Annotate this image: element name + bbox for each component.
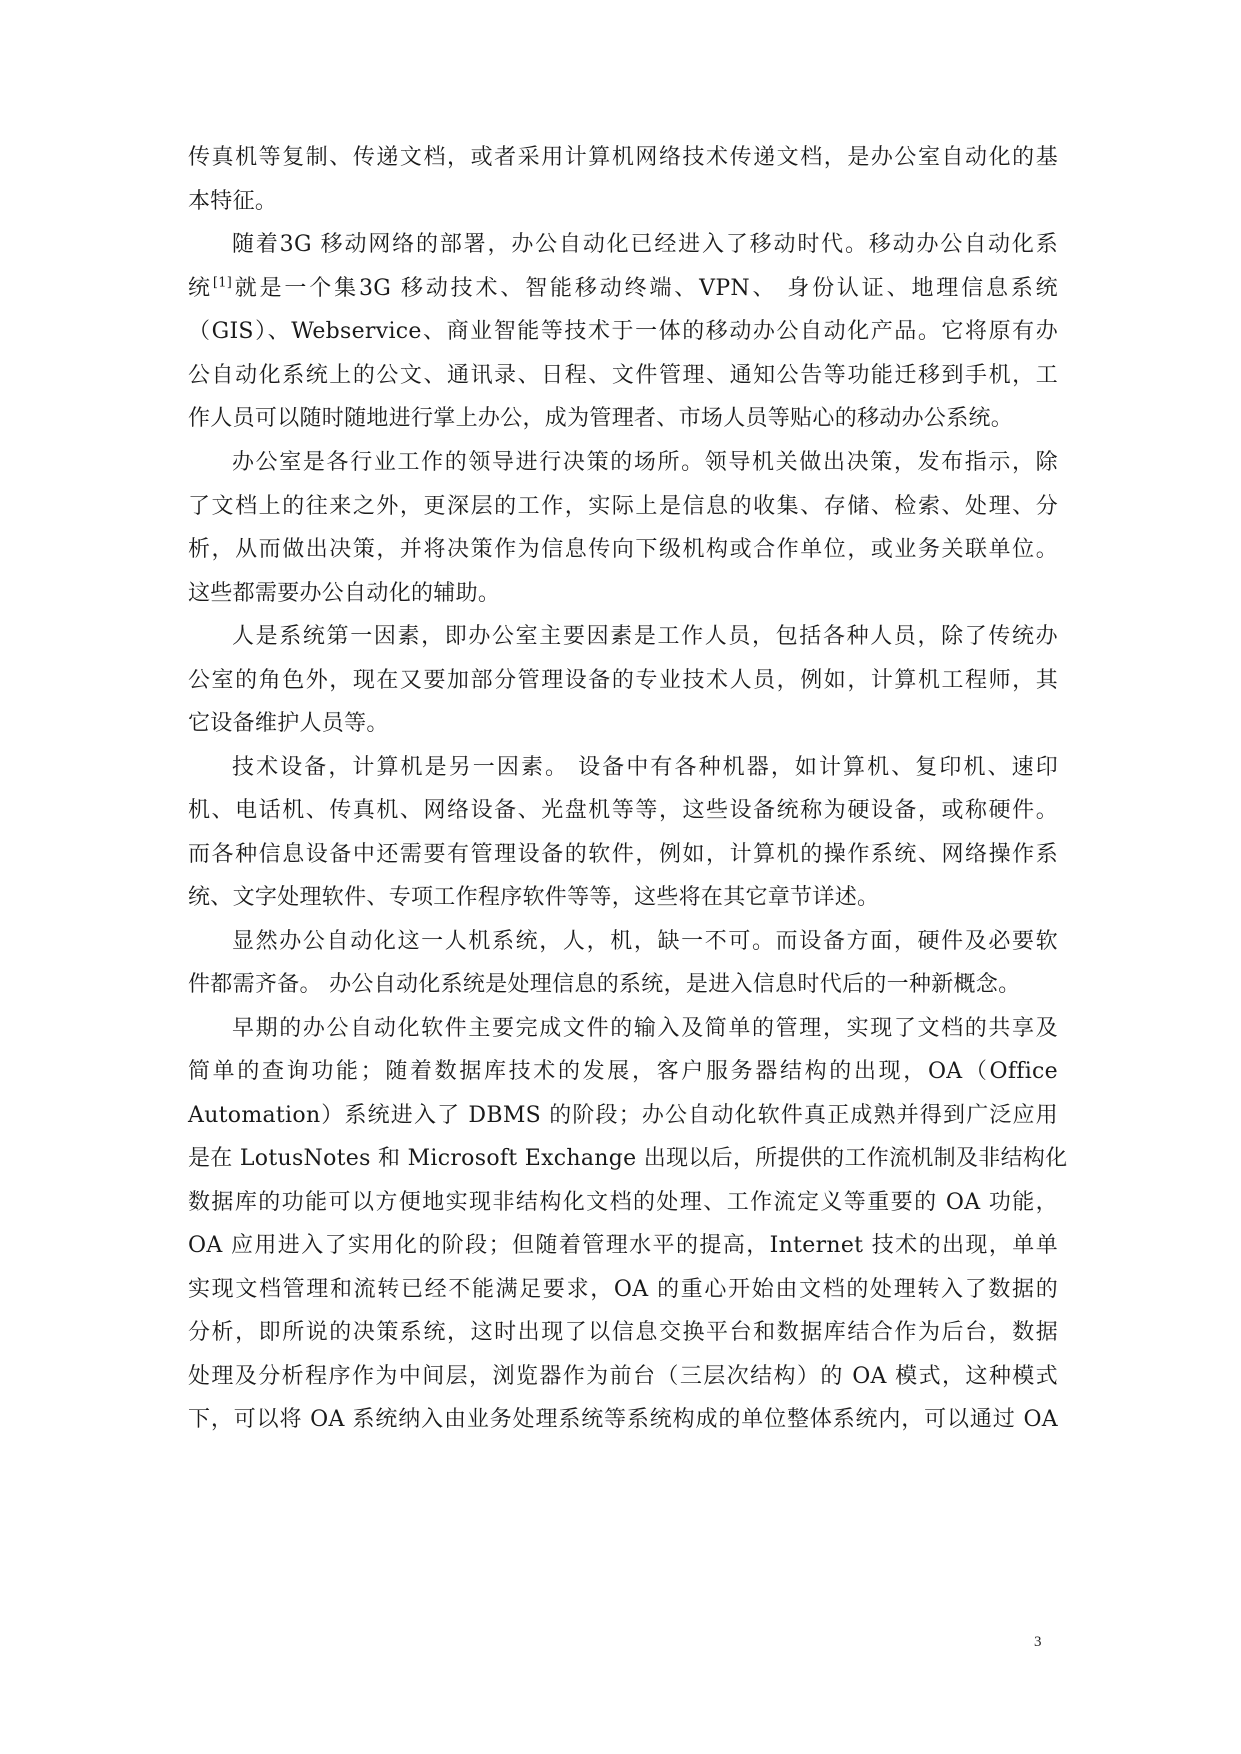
text-line: 实现文档管理和流转已经不能满足要求，OA 的重心开始由文档的处理转入了数据的 (188, 1277, 1058, 1302)
text-line: 是在 LotusNotes 和 Microsoft Exchange 出现以后，所提供的工作流机制及非结构化 (188, 1146, 1068, 1171)
text-line: （GIS）、Webservice、商业智能等技术于一体的移动办公自动化产品。它将原有办 (188, 319, 1058, 344)
text-line: 公自动化系统上的公文、通讯录、日程、文件管理、通知公告等功能迁移到手机，工 (188, 363, 1058, 388)
text-line: 件都需齐备。 办公自动化系统是处理信息的系统，是进入信息时代后的一种新概念。 (188, 972, 1021, 997)
text-line: 传真机等复制、传递文档，或者采用计算机网络技术传递文档，是办公室自动化的基 (188, 145, 1058, 170)
text-line-with-citation (188, 269, 1058, 309)
text-line: 人是系统第一因素，即办公室主要因素是工作人员，包括各种人员，除了传统办 (232, 624, 1058, 649)
text-line: 析，从而做出决策，并将决策作为信息传向下级机构或合作单位，或业务关联单位。 (188, 537, 1058, 562)
text-line: 统、文字处理软件、专项工作程序软件等等，这些将在其它章节详述。 (188, 885, 880, 910)
text-line: 技术设备，计算机是另一因素。 设备中有各种机器，如计算机、复印机、速印 (232, 755, 1058, 780)
text-line: 简单的查询功能；随着数据库技术的发展，客户服务器结构的出现，OA（Office (188, 1059, 1058, 1084)
text-line: 公室的角色外，现在又要加部分管理设备的专业技术人员，例如，计算机工程师，其 (188, 668, 1058, 693)
text-line: 早期的办公自动化软件主要完成文件的输入及简单的管理，实现了文档的共享及 (232, 1016, 1058, 1041)
text-line: OA 应用进入了实用化的阶段；但随着管理水平的提高，Internet 技术的出现，单单 (188, 1233, 1058, 1258)
text-line: 这些都需要办公自动化的辅助。 (188, 581, 501, 606)
citation-marker: [1] (212, 275, 233, 291)
text-line: 处理及分析程序作为中间层，浏览器作为前台（三层次结构）的 OA 模式，这种模式 (188, 1364, 1058, 1389)
text-line: Automation）系统进入了 DBMS 的阶段；办公自动化软件真正成熟并得到广泛应用 (188, 1103, 1058, 1128)
text-line: 而各种信息设备中还需要有管理设备的软件，例如，计算机的操作系统、网络操作系 (188, 842, 1058, 867)
text-line: 随着3G 移动网络的部署，办公自动化已经进入了移动时代。移动办公自动化系 (232, 232, 1058, 257)
text-line: 分析，即所说的决策系统，这时出现了以信息交换平台和数据库结合作为后台，数据 (188, 1320, 1058, 1345)
text-line: 了文档上的往来之外，更深层的工作，实际上是信息的收集、存储、检索、处理、分 (188, 494, 1058, 519)
text-segment: 统 (188, 276, 213, 301)
text-line: 下，可以将 OA 系统纳入由业务处理系统等系统构成的单位整体系统内，可以通过 OA (188, 1407, 1058, 1432)
text-line: 机、电话机、传真机、网络设备、光盘机等等，这些设备统称为硬设备，或称硬件。 (188, 798, 1058, 823)
text-line: 数据库的功能可以方便地实现非结构化文档的处理、工作流定义等重要的 OA 功能， (188, 1190, 1058, 1215)
text-line: 本特征。 (188, 189, 278, 214)
text-line: 显然办公自动化这一人机系统，人，机，缺一不可。而设备方面，硬件及必要软 (232, 929, 1058, 954)
text-line: 办公室是各行业工作的领导进行决策的场所。领导机关做出决策，发布指示，除 (232, 450, 1058, 475)
text-segment: 就是一个集3G 移动技术、智能移动终端、VPN、 身份认证、地理信息系统 (232, 276, 1058, 301)
page-number: 3 (1034, 1634, 1042, 1650)
text-line: 它设备维护人员等。 (188, 711, 389, 736)
text-line: 作人员可以随时随地进行掌上办公，成为管理者、市场人员等贴心的移动办公系统。 (188, 406, 1014, 431)
